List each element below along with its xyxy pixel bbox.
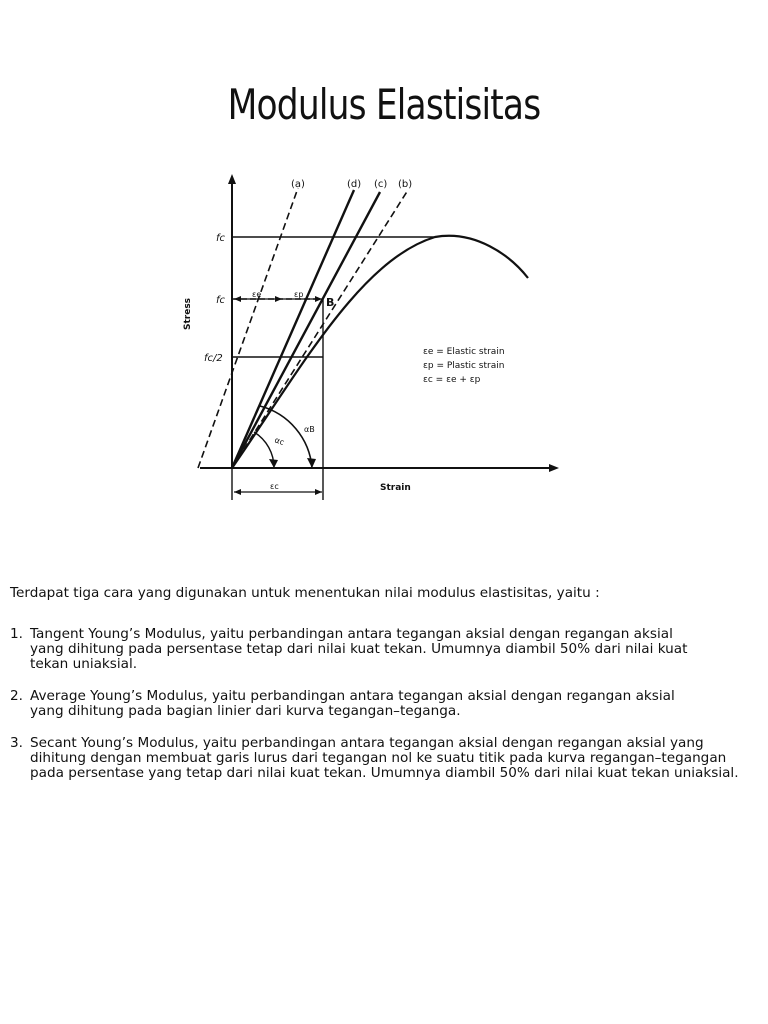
list-item-text bbox=[30, 736, 765, 781]
tangent-line-a bbox=[198, 188, 298, 468]
stress-strain-figure bbox=[170, 170, 570, 510]
legend-plastic: εp = Plastic strain bbox=[423, 361, 505, 371]
list-item bbox=[10, 627, 765, 672]
angle-label-c: αc bbox=[273, 435, 286, 448]
angle-arc-b-arrow bbox=[307, 458, 316, 468]
angle-arc-c-arrow bbox=[269, 459, 278, 468]
y-tick-half: fc/2 bbox=[204, 353, 223, 364]
y-axis-label: Stress bbox=[183, 297, 193, 330]
text-line: Average Young’s Modulus, yaitu perbandingan antara tegangan aksial dengan regangan aksial bbox=[30, 688, 675, 704]
text-line: pada persentase yang tetap dari nilai kuat tekan. Umumnya diambil 50% dari nilai kuat tekan uniaksial. bbox=[30, 765, 739, 781]
intro-paragraph: Terdapat tiga cara yang digunakan untuk menentukan nilai modulus elastisitas, yaitu : bbox=[10, 585, 600, 601]
curve-label-a: (a) bbox=[291, 179, 305, 190]
text-line: tekan uniaksial. bbox=[30, 656, 138, 672]
text-line: Secant Young’s Modulus, yaitu perbandingan antara tegangan aksial dengan regangan aksial yang bbox=[30, 735, 704, 751]
point-b-label: B bbox=[326, 296, 335, 309]
list-item-text bbox=[30, 627, 765, 672]
list-item bbox=[10, 689, 765, 719]
elastic-strain-mark: εe bbox=[252, 290, 262, 299]
plastic-strain-mark: εp bbox=[294, 290, 304, 299]
y-tick-fc: fc bbox=[216, 295, 226, 306]
x-axis-arrow bbox=[549, 464, 559, 472]
list-item-number: 3. bbox=[10, 735, 23, 751]
list-item-number: 1. bbox=[10, 626, 23, 642]
x-axis-label: Strain bbox=[380, 483, 411, 493]
curve-label-d: (d) bbox=[347, 179, 362, 190]
y-axis-arrow bbox=[228, 174, 236, 184]
text-line: yang dihitung pada persentase tetap dari nilai kuat tekan. Umumnya diambil 50% dari nilai kuat bbox=[30, 641, 688, 657]
page-title: Modulus Elastisitas bbox=[227, 80, 541, 129]
body-text bbox=[10, 586, 765, 798]
angle-label-b: αB bbox=[304, 425, 315, 434]
list-item-text bbox=[30, 689, 765, 719]
legend-elastic: εe = Elastic strain bbox=[423, 347, 505, 357]
total-strain-mark: εc bbox=[270, 482, 279, 491]
list-item-number: 2. bbox=[10, 688, 23, 704]
text-line: Tangent Young’s Modulus, yaitu perbandingan antara tegangan aksial dengan regangan aksial bbox=[30, 626, 673, 642]
list-item bbox=[10, 736, 765, 781]
text-line: dihitung dengan membuat garis lurus dari tegangan nol ke suatu titik pada kurva regangan–tegangan bbox=[30, 750, 727, 766]
y-tick-peak: fc bbox=[216, 233, 226, 244]
text-line: yang dihitung pada bagian linier dari kurva tegangan–teganga. bbox=[30, 703, 461, 719]
dashed-line-b bbox=[232, 190, 408, 468]
curve-label-c: (c) bbox=[374, 179, 388, 190]
legend-total: εc = εe + εp bbox=[423, 375, 481, 385]
curve-label-b: (b) bbox=[398, 179, 413, 190]
